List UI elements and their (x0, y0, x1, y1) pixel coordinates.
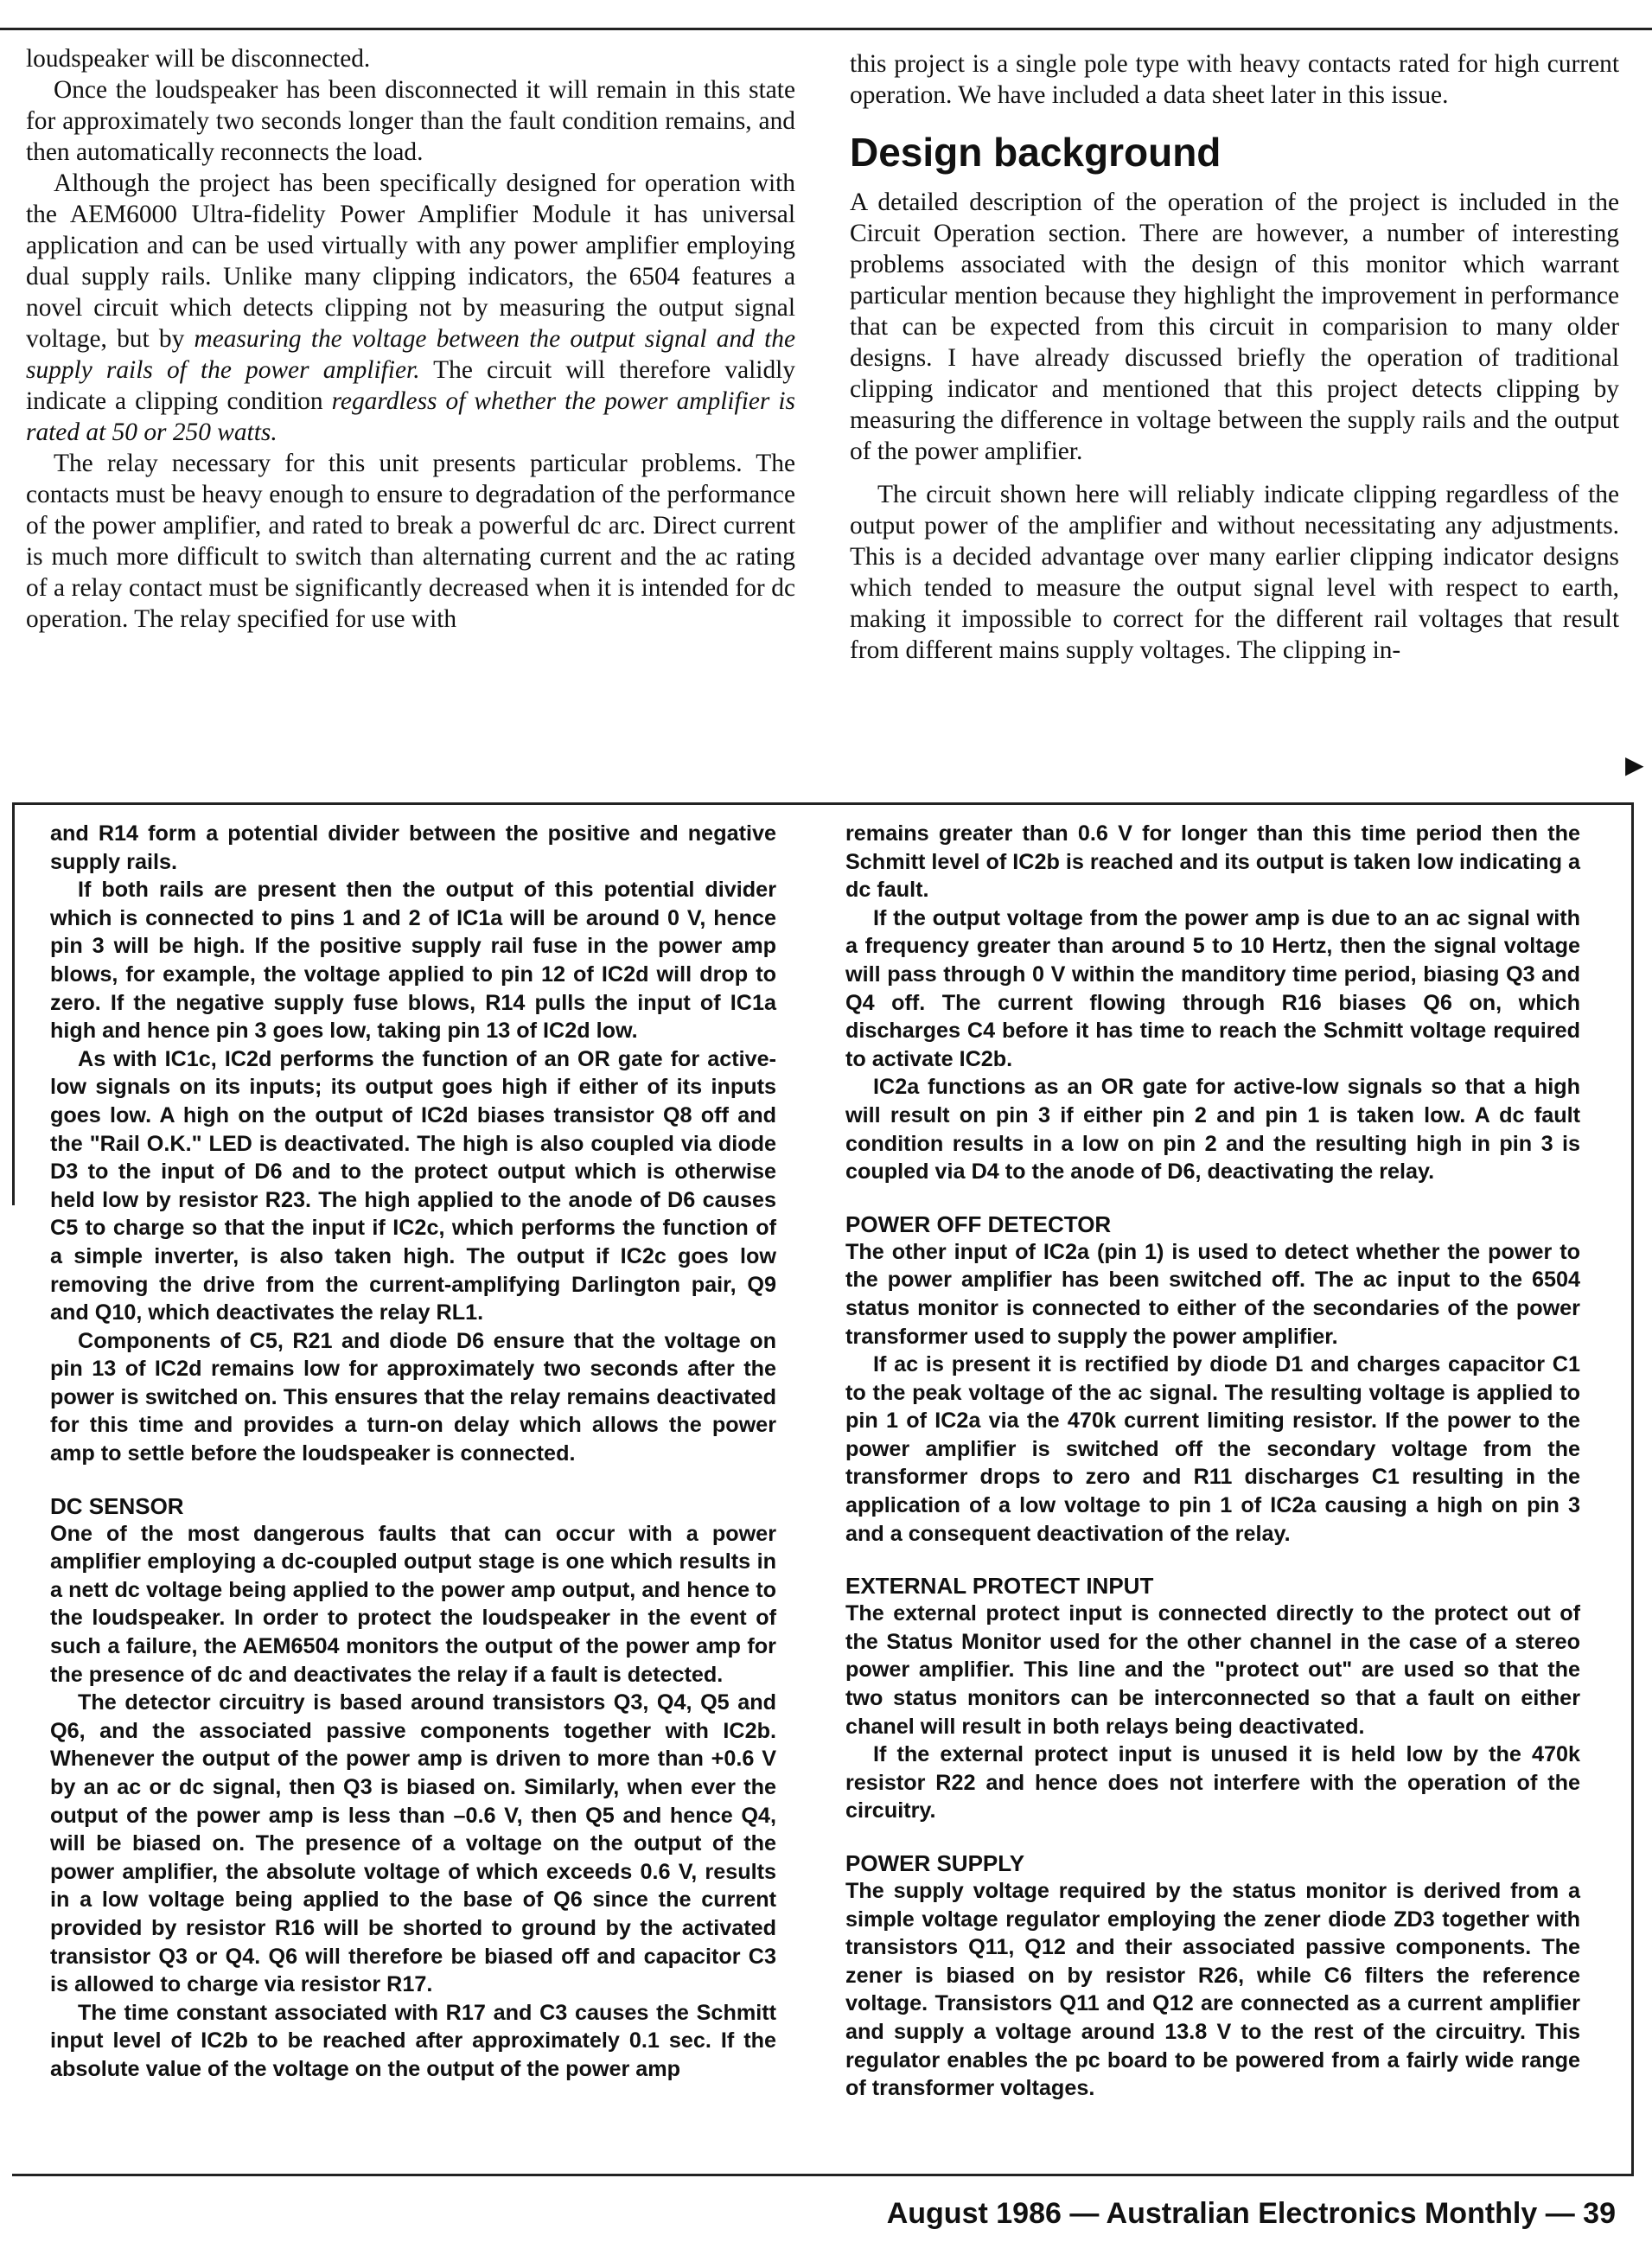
paragraph: If the output voltage from the power amp is due to an ac signal with a frequency greater than around 5 to 10 Hertz, then the signal voltage will pass through 0 V within the manditory time period, biasing Q3 and Q4 off. The current flowing through R16 biases Q6 on, which discharges C4 before it has time to reach the Schmitt voltage required to activate IC2b. (845, 905, 1580, 1071)
paragraph: IC2a functions as an OR gate for active-low signals so that a high will result on pin 3 if either pin 2 and pin 1 is taken low. A dc fault condition results in a low on pin 2 and the resulting high in pin 3 is coupled via D4 to the anode of D6, deactivating the relay. (845, 1075, 1580, 1185)
paragraph: Components of C5, R21 and diode D6 ensure that the voltage on pin 13 of IC2d remains low for approximately two seconds after the power is switched on. This ensures that the relay remains deactivated for this time and provides a turn-on delay which allows the power amp to settle before the loudspeaker is connected. (50, 1328, 776, 1466)
paragraph: Once the loudspeaker has been disconnected it will remain in this state for approximately two seconds longer than the fault condition remains, and then automatically reconnects the load. (26, 76, 795, 166)
subheading: EXTERNAL PROTECT INPUT (845, 1573, 1154, 1600)
italic-text: regardless of whether the power amplifier is rated at 50 or 250 watts. (26, 387, 795, 446)
box-left-border (12, 802, 15, 1205)
subheading: POWER OFF DETECTOR (845, 1210, 1112, 1237)
paragraph-text: Although the project has been specifically designed for operation with the AEM6000 Ultra-fidelity Power Amplifier Module it has universal application and can be used virtually with any power amplifier employing dual supply rails. Unlike many clipping indicators, the 6504 features a novel circuit which detects clipping not by measuring the output signal voltage, but by (26, 169, 795, 353)
paragraph: The time constant associated with R17 and C3 causes the Schmitt input level of IC2b to be reached after approximately 0.1 sec. If the absolute value of the voltage on the output of the power amp (50, 2000, 776, 2081)
top-right-column (850, 48, 1619, 666)
paragraph: A detailed description of the operation of the project is included in the Circuit Operation section. There are however, a number of interesting problems associated with the design of this monitor which warrant particular mention because they highlight the improvement in performance that can be expected from this circuit in comparision to many older designs. I have already discussed briefly the operation of traditional clipping indicator and mentioned that this project detects clipping by measuring the difference in voltage between the supply rails and the output of the power amplifier. (850, 188, 1619, 465)
paragraph: The other input of IC2a (pin 1) is used to detect whether the power to the power amplifier has been switched off. The ac input to the 6504 status monitor is connected to either of the secondaries of the power transformer used to supply the power amplifier. (845, 1239, 1580, 1349)
paragraph: this project is a single pole type with heavy contacts rated for high current operation. We have included a data sheet later in this issue. (850, 50, 1619, 109)
paragraph-text: The circuit will therefore validly indicate a clipping condition (26, 356, 795, 415)
paragraph: remains greater than 0.6 V for longer than this time period then the Schmitt level of IC2b is reached and its output is taken low indicating a dc fault. (845, 821, 1580, 903)
box-left-column (50, 820, 776, 2084)
paragraph (26, 168, 795, 448)
top-left-column (26, 43, 795, 635)
paragraph: and R14 form a potential divider between the positive and negative supply rails. (50, 821, 776, 874)
paragraph: If the external protect input is unused it is held low by the 470k resistor R22 and hence does not interfere with the operation of the circuitry. (845, 1742, 1580, 1824)
paragraph: loudspeaker will be disconnected. (26, 45, 371, 73)
page-footer: August 1986 — Australian Electronics Monthly — 39 (886, 2197, 1616, 2230)
subheading: POWER SUPPLY (845, 1850, 1025, 1876)
paragraph: The supply voltage required by the status monitor is derived from a simple voltage regulator employing the zener diode ZD3 together with transistors Q11, Q12 and their associated passive components. The zener is biased on by resistor R26, while C6 filters the reference voltage. Transistors Q11 and Q12 are connected as a current amplifier and supply a voltage around 13.8 V to the rest of the circuitry. This regulator enables the pc board to be powered from a fairly wide range of transformer voltages. (845, 1879, 1580, 2101)
paragraph: If ac is present it is rectified by diode D1 and charges capacitor C1 to the peak voltage of the ac signal. The resulting voltage is applied to pin 1 of IC2a via the 470k current limiting resistor. If the power to the power amplifier is switched off the secondary voltage from the transformer drops to zero and R11 discharges C1 resulting in the application of a low voltage to pin 1 of IC2a causing a high on pin 3 and a consequent deactivation of the relay. (845, 1352, 1580, 1546)
top-rule (0, 28, 1652, 30)
paragraph: If both rails are present then the output of this potential divider which is connected to pins 1 and 2 of IC1a will be around 0 V, hence pin 3 will be high. If the positive supply rail fuse in the power amp blows, for example, the voltage applied to pin 12 of IC2d will drop to zero. If the negative supply fuse blows, R14 pulls the input of IC1a high and hence pin 3 goes low, taking pin 13 of IC2d low. (50, 878, 776, 1044)
continue-arrow-icon: ▶ (1625, 751, 1644, 779)
paragraph: The relay necessary for this unit presents particular problems. The contacts must be heavy enough to ensure to degradation of the performance of the power amplifier, and rated to break a powerful dc arc. Direct current is much more difficult to switch than alternating current and the ac rating of a relay contact must be significantly decreased when it is intended for dc operation. The relay specified for use with (26, 450, 795, 633)
box-right-column (845, 820, 1580, 2103)
subheading: DC SENSOR (50, 1492, 184, 1519)
paragraph: The detector circuitry is based around transistors Q3, Q4, Q5 and Q6, and the associated passive components together with IC2b. Whenever the output of the power amp is driven to more than +0.6 V by an ac or dc signal, then Q3 is biased on. Similarly, when ever the output of the power amp is less than –0.6 V, then Q5 and hence Q4, will be biased on. The presence of a voltage on the output of the power amplifier, the absolute voltage of which exceeds 0.6 V, results in a low voltage being applied to the base of Q6 since the current provided by resistor R16 will be shorted to ground by the activated transistor Q3 or Q4. Q6 will therefore be biased off and capacitor C3 is allowed to charge via resistor R17. (50, 1690, 776, 1997)
paragraph: The external protect input is connected directly to the protect out of the Status Monitor used for the other channel in the case of a stereo power amplifier. This line and the "protect out" are used so that the two status monitors can be interconnected so that a fault on either chanel will result in both relays being deactivated. (845, 1601, 1580, 1739)
paragraph: One of the most dangerous faults that can occur with a power amplifier employing a dc-coupled output stage is one which results in a nett dc voltage being applied to the power amp output, and hence to the loudspeaker. In order to protect the loudspeaker in the event of such a failure, the AEM6504 monitors the output of the power amp for the presence of dc and deactivates the relay if a fault is detected. (50, 1521, 776, 1687)
section-heading: Design background (850, 130, 1221, 175)
paragraph: As with IC1c, IC2d performs the function of an OR gate for active-low signals on its inputs; its output goes high if either of its inputs goes low. A high on the output of IC2d biases transistor Q8 off and the "Rail O.K." LED is deactivated. The high is also coupled via diode D3 to the input of D6 and to the protect output which is otherwise held low by resistor R23. The high applied to the anode of D6 causes C5 to charge so that the input if IC2c, which performs the function of a simple inverter, is also taken high. The output if IC2c goes low removing the drive from the current-amplifying Darlington pair, Q9 and Q10, which deactivates the relay RL1. (50, 1046, 776, 1325)
paragraph: The circuit shown here will reliably indicate clipping regardless of the output power of the amplifier and without necessitating any adjustments. This is a decided advantage over many earlier clipping indicator designs which tended to measure the output signal level with respect to earth, making it impossible to correct for the different rail voltages that result from different mains supply voltages. The clipping in- (850, 481, 1619, 664)
italic-text: measuring the voltage between the output signal and the supply rails of the power amplifier. (26, 325, 795, 384)
